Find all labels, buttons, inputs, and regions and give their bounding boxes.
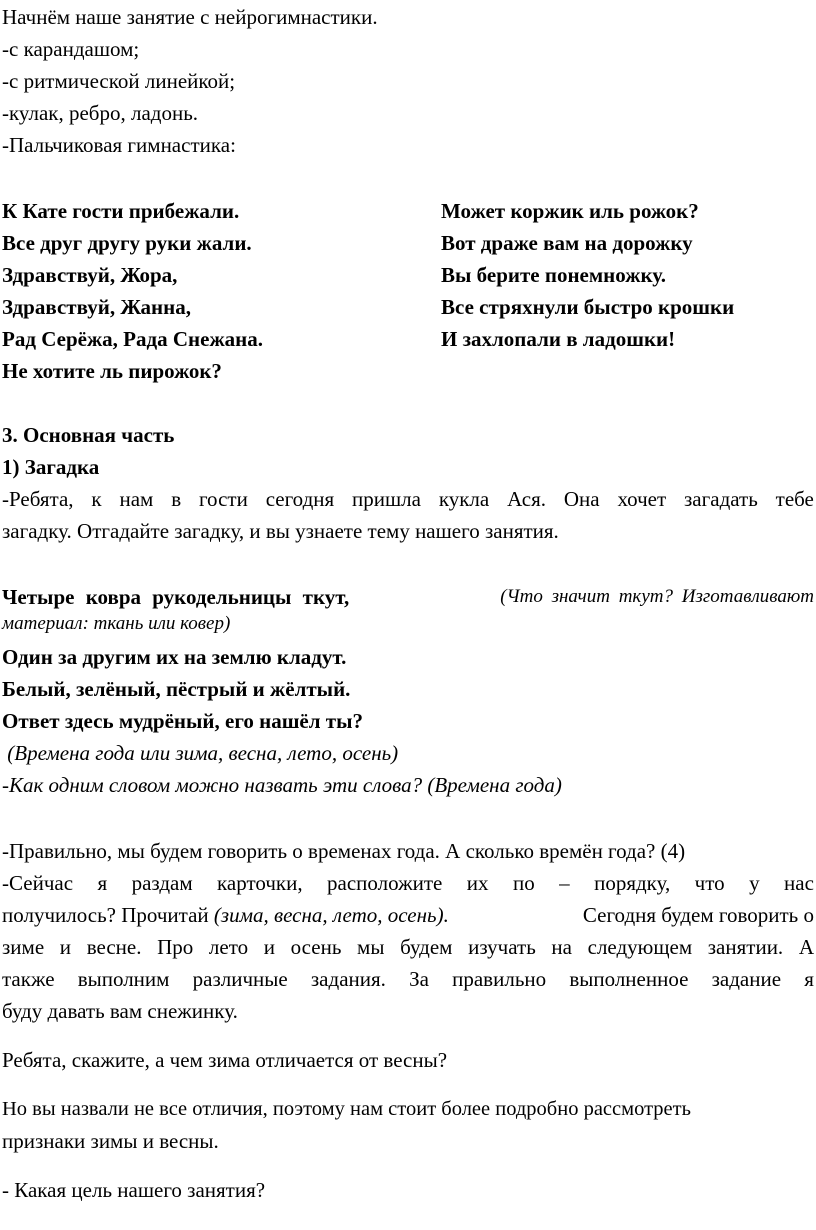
poem-left-line: Здравствуй, Жанна, (2, 295, 192, 319)
word: на (551, 935, 572, 959)
word: их (466, 871, 489, 895)
poem-right-line: Вот драже вам на дорожку (441, 231, 693, 255)
word: раздам (131, 871, 193, 895)
poem-right-line: И захлопали в ладошки! (441, 327, 676, 351)
word: я (97, 871, 108, 895)
word: правильно (452, 967, 547, 991)
paragraph-line: Но вы назвали не все отличия, поэтому нам стоит более подробно рассмотреть (2, 1098, 691, 1120)
riddle-verse: Белый, зелёный, пёстрый и жёлтый. (2, 677, 351, 701)
word: зиме (2, 935, 45, 959)
paragraph-line: Ребята, скажите, а чем зима отличается от весны? (2, 1048, 448, 1072)
intro-line: -с ритмической линейкой; (2, 69, 236, 93)
paragraph-line: загадку. Отгадайте загадку, и вы узнаете тему нашего занятия. (2, 519, 559, 543)
riddle-verse: Четыре ковра рукодельницы ткут, (2, 585, 350, 609)
word: мы (357, 935, 385, 959)
word: пришла (352, 487, 421, 511)
text-span-italic: (зима, весна, лето, осень). (213, 903, 449, 927)
intro-line: -с карандашом; (2, 37, 140, 61)
word: я (804, 967, 814, 991)
poem-left-line: Рад Серёжа, Рада Снежана. (2, 327, 264, 351)
paragraph-line (2, 901, 814, 929)
word: А (798, 935, 814, 959)
word: в (171, 487, 182, 511)
word: хочет (617, 487, 667, 511)
poem-left-line: Не хотите ль пирожок? (2, 359, 222, 383)
word: лето (208, 935, 249, 959)
word: различные (192, 967, 288, 991)
word: -Сейчас (2, 871, 74, 895)
word: выполненное (569, 967, 689, 991)
intro-line: -Пальчиковая гимнастика: (2, 133, 236, 157)
word: Про (157, 935, 194, 959)
word: задания. (310, 967, 386, 991)
paragraph-line: буду давать вам снежинку. (2, 999, 238, 1023)
poem-left-line: Здравствуй, Жора, (2, 263, 178, 287)
word: сегодня (265, 487, 335, 511)
word: Ася. (507, 487, 546, 511)
word: осень (290, 935, 342, 959)
text-span: получилось? Прочитай (2, 903, 214, 927)
riddle-note-cont: материал: ткань или ковер) (2, 613, 231, 634)
paragraph-line: -Правильно, мы будем говорить о временах года. А сколько времён года? (4) (2, 839, 686, 863)
text-span: Сегодня будем говорить о (577, 903, 814, 927)
word: весне. (86, 935, 142, 959)
poem-left-line: К Кате гости прибежали. (2, 199, 240, 223)
riddle-verse: Один за другим их на землю кладут. (2, 645, 347, 669)
paragraph-line (2, 965, 814, 993)
word: к (91, 487, 102, 511)
paragraph-line: - Какая цель нашего занятия? (2, 1178, 266, 1202)
word: – (559, 871, 570, 895)
paragraph-line (2, 869, 814, 897)
word: по (512, 871, 535, 895)
riddle-answer: (Времена года или зима, весна, лето, осень) (2, 741, 399, 765)
poem-right-line: Все стряхнули быстро крошки (441, 295, 735, 319)
poem-left-line: Все друг другу руки жали. (2, 231, 252, 255)
word: и (263, 935, 276, 959)
paragraph-line (2, 485, 814, 513)
paragraph-line: признаки зимы и весны. (2, 1129, 219, 1153)
word: Она (563, 487, 600, 511)
word: нам (119, 487, 154, 511)
word: карточки, (217, 871, 303, 895)
poem-right-line: Может коржик иль рожок? (441, 199, 699, 223)
word: задание (711, 967, 782, 991)
word: что (694, 871, 725, 895)
riddle-question: -Как одним словом можно назвать эти слова? (Времена года) (2, 773, 562, 797)
word: расположите (327, 871, 443, 895)
word: изучать (468, 935, 536, 959)
section-subheading: 1) Загадка (2, 455, 100, 479)
word: также (2, 967, 55, 991)
word: -Ребята, (2, 487, 74, 511)
word: и (59, 935, 72, 959)
paragraph-line (2, 933, 814, 961)
riddle-verse: Ответ здесь мудрёный, его нашёл ты? (2, 709, 363, 733)
section-heading: 3. Основная часть (2, 423, 175, 447)
word: будем (400, 935, 453, 959)
word: нас (784, 871, 814, 895)
word: следующем (587, 935, 693, 959)
word: тебе (775, 487, 814, 511)
intro-line: Начнём наше занятие с нейрогимнастики. (2, 5, 378, 29)
word: занятии. (707, 935, 784, 959)
word: выполним (77, 967, 170, 991)
riddle-line-1 (2, 583, 814, 611)
word: у (749, 871, 760, 895)
word: порядку, (594, 871, 671, 895)
riddle-note: (Что значит ткут? Изготавливают (500, 586, 814, 607)
word: За (409, 967, 429, 991)
word: гости (198, 487, 248, 511)
intro-line: -кулак, ребро, ладонь. (2, 101, 199, 125)
word: загадать (684, 487, 758, 511)
poem-right-line: Вы берите понемножку. (441, 263, 666, 287)
word: кукла (438, 487, 490, 511)
